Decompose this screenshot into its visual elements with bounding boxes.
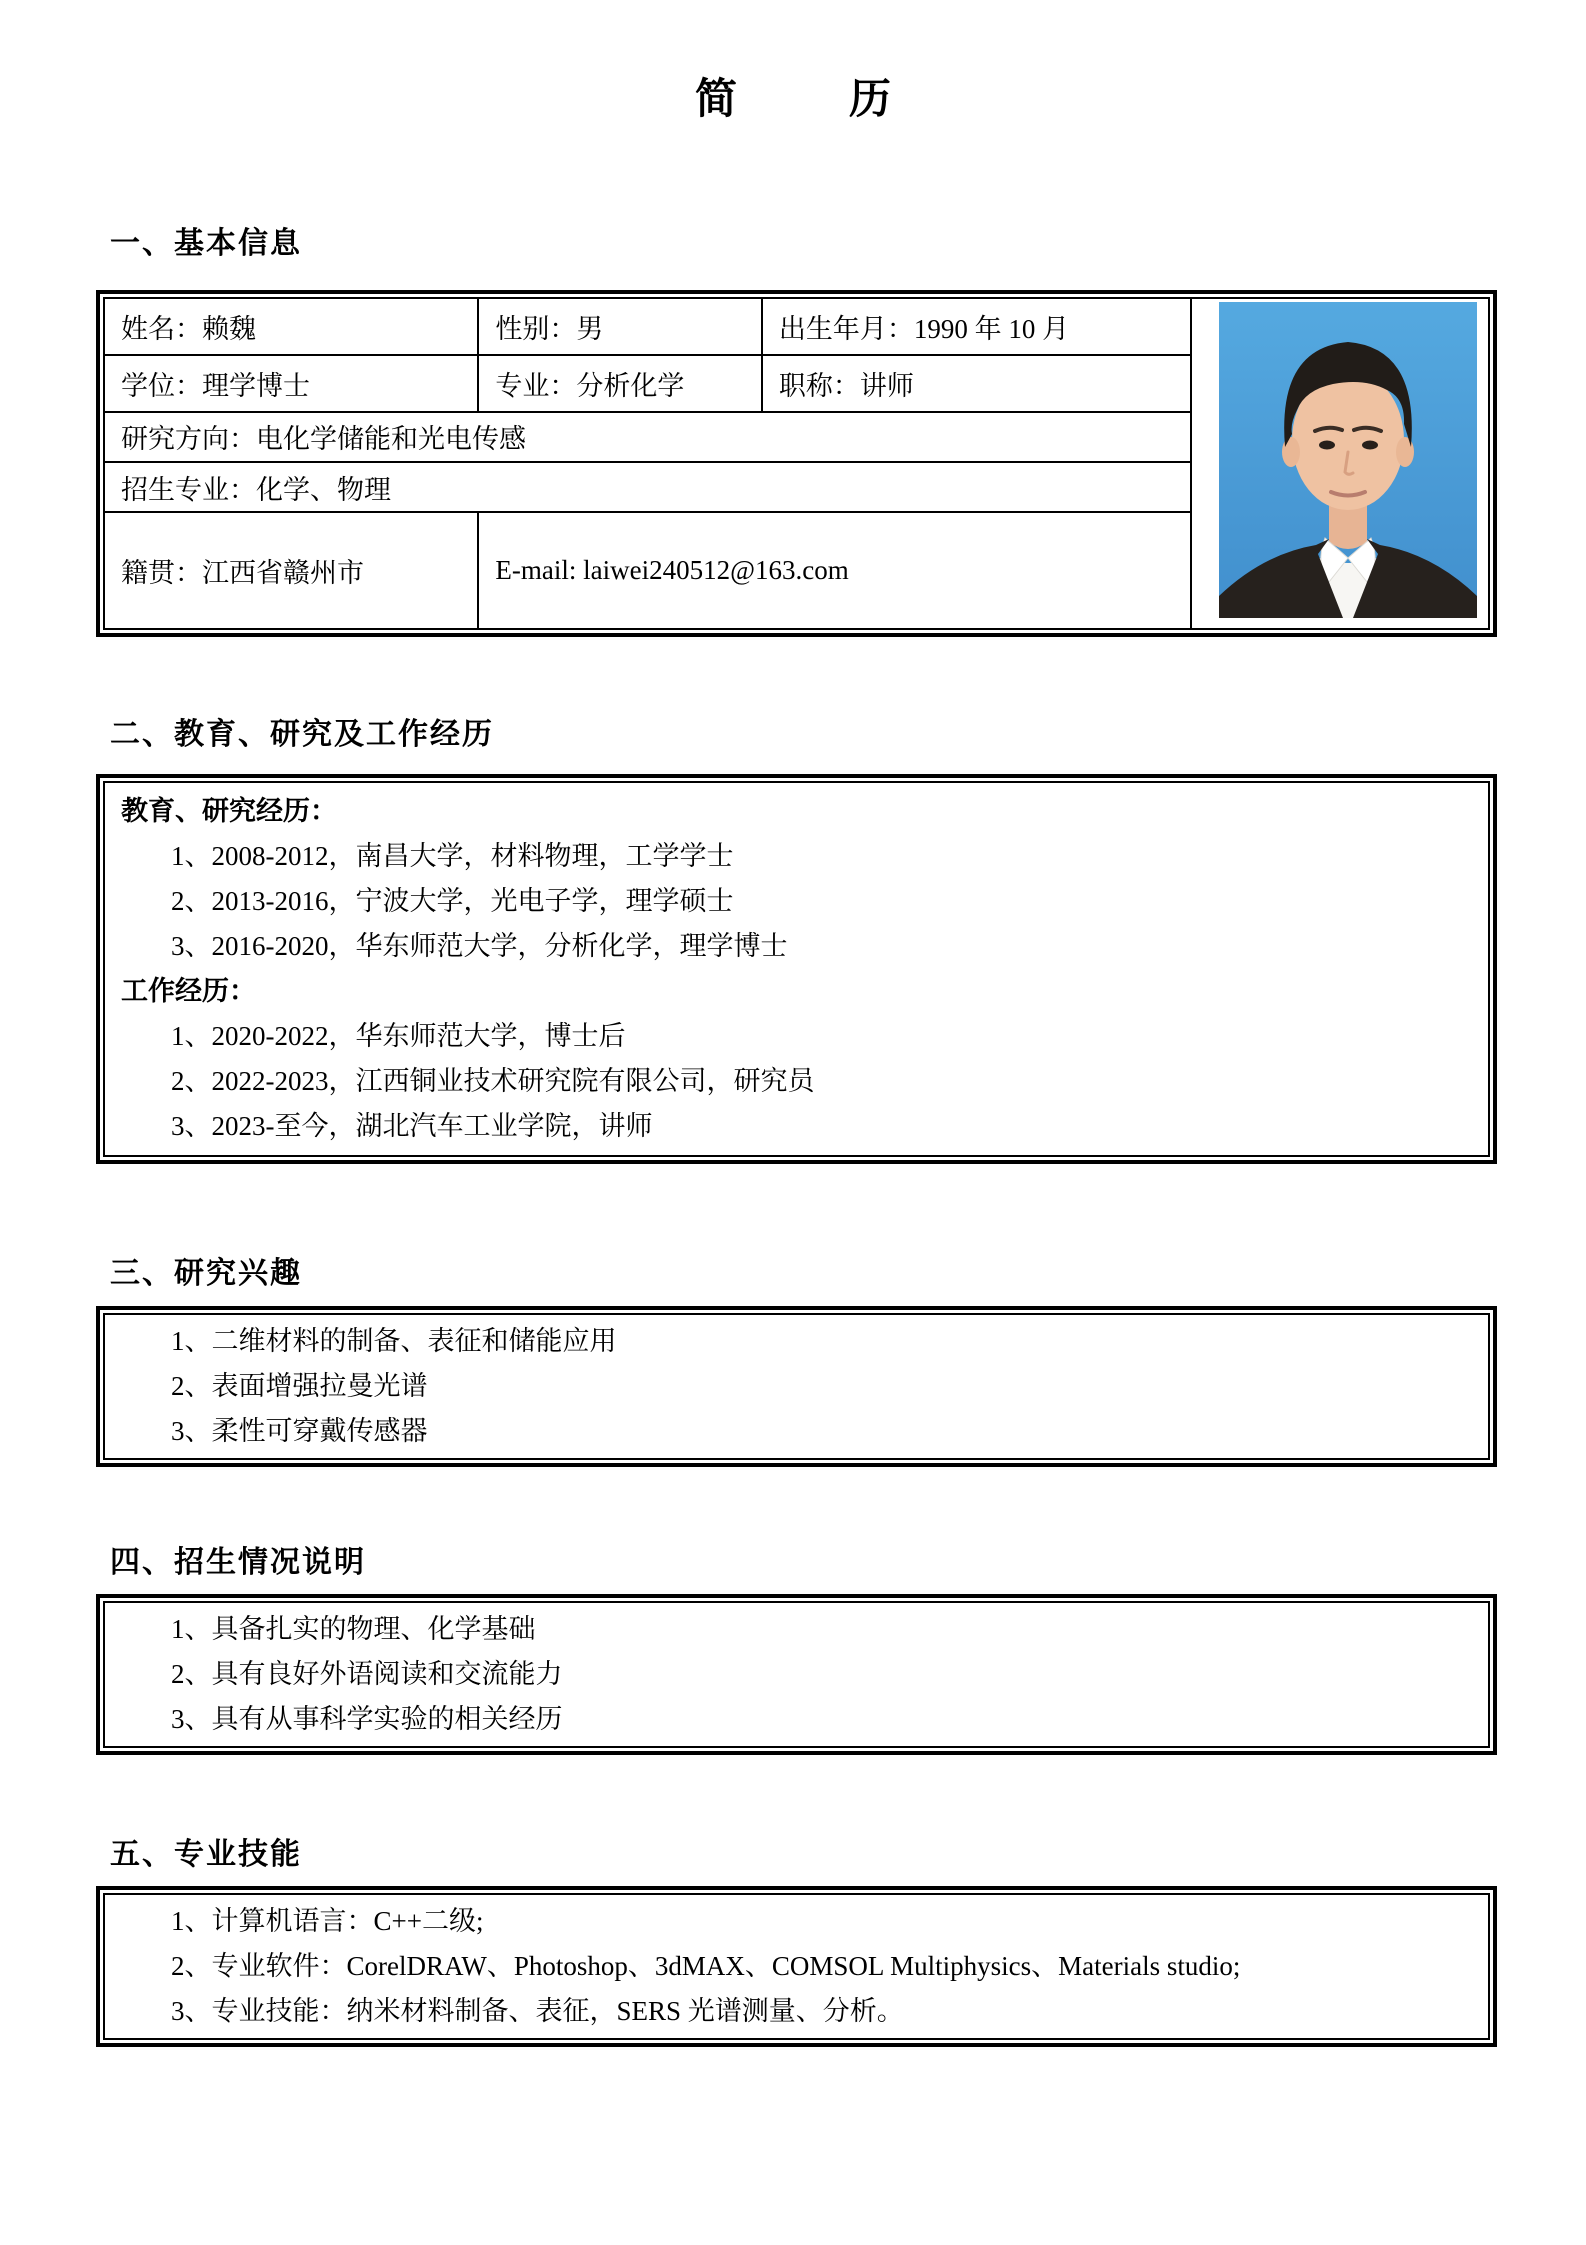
id-photo xyxy=(1219,302,1477,618)
section-heading-basic-info: 一、基本信息 xyxy=(110,227,302,260)
skill-item: 2、专业软件：CorelDRAW、Photoshop、3dMAX、COMSOL Multiphysics、Materials studio; xyxy=(171,1951,1241,1981)
interest-item: 1、二维材料的制备、表征和储能应用 xyxy=(171,1326,617,1356)
work-item: 3、2023-至今，湖北汽车工业学院，讲师 xyxy=(171,1111,653,1141)
skill-item: 3、专业技能：纳米材料制备、表征，SERS 光谱测量、分析。 xyxy=(171,1996,904,2026)
birth-field: 出生年月：1990 年 10 月 xyxy=(762,299,1191,355)
enrollment-item: 2、具有良好外语阅读和交流能力 xyxy=(171,1659,563,1689)
job-title-field: 职称：讲师 xyxy=(762,355,1191,411)
work-item: 2、2022-2023，江西铜业技术研究院有限公司，研究员 xyxy=(171,1066,815,1096)
hometown-field: 籍贯：江西省赣州市 xyxy=(105,512,478,628)
name-field: 姓名：赖魏 xyxy=(105,299,478,355)
education-item: 2、2013-2016，宁波大学，光电子学，理学硕士 xyxy=(171,886,734,916)
degree-field: 学位：理学博士 xyxy=(105,355,478,411)
education-item: 1、2008-2012，南昌大学，材料物理，工学学士 xyxy=(171,841,734,871)
skill-item: 1、计算机语言：C++二级; xyxy=(171,1906,484,1936)
education-label: 教育、研究经历： xyxy=(121,796,337,826)
basic-info-table xyxy=(105,299,1488,628)
enrollment-major-field: 招生专业：化学、物理 xyxy=(105,462,1191,512)
enrollment-item: 1、具备扎实的物理、化学基础 xyxy=(171,1614,536,1644)
section-heading-interests: 三、研究兴趣 xyxy=(110,1257,302,1290)
major-field: 专业：分析化学 xyxy=(478,355,762,411)
title-char-2: 历 xyxy=(849,77,892,123)
page-title xyxy=(0,0,1586,126)
section-heading-skills: 五、专业技能 xyxy=(110,1838,302,1871)
enrollment-item: 3、具有从事科学实验的相关经历 xyxy=(171,1704,563,1734)
work-item: 1、2020-2022，华东师范大学，博士后 xyxy=(171,1021,626,1051)
work-label: 工作经历： xyxy=(121,976,256,1006)
research-direction-field: 研究方向：电化学储能和光电传感 xyxy=(105,412,1191,462)
section-heading-experience: 二、教育、研究及工作经历 xyxy=(110,718,494,751)
enrollment-box xyxy=(96,1594,1497,1755)
id-photo-cell xyxy=(1191,299,1488,628)
email-field: E-mail: laiwei240512@163.com xyxy=(478,512,1190,628)
basic-info-box xyxy=(96,290,1497,637)
interest-item: 3、柔性可穿戴传感器 xyxy=(171,1416,428,1446)
gender-field: 性别：男 xyxy=(478,299,762,355)
title-char-1: 简 xyxy=(694,77,737,123)
experience-box xyxy=(96,774,1497,1164)
interest-item: 2、表面增强拉曼光谱 xyxy=(171,1371,428,1401)
section-heading-enrollment: 四、招生情况说明 xyxy=(110,1546,366,1579)
skills-box xyxy=(96,1886,1497,2047)
interests-box xyxy=(96,1306,1497,1467)
education-item: 3、2016-2020，华东师范大学，分析化学，理学博士 xyxy=(171,931,788,961)
